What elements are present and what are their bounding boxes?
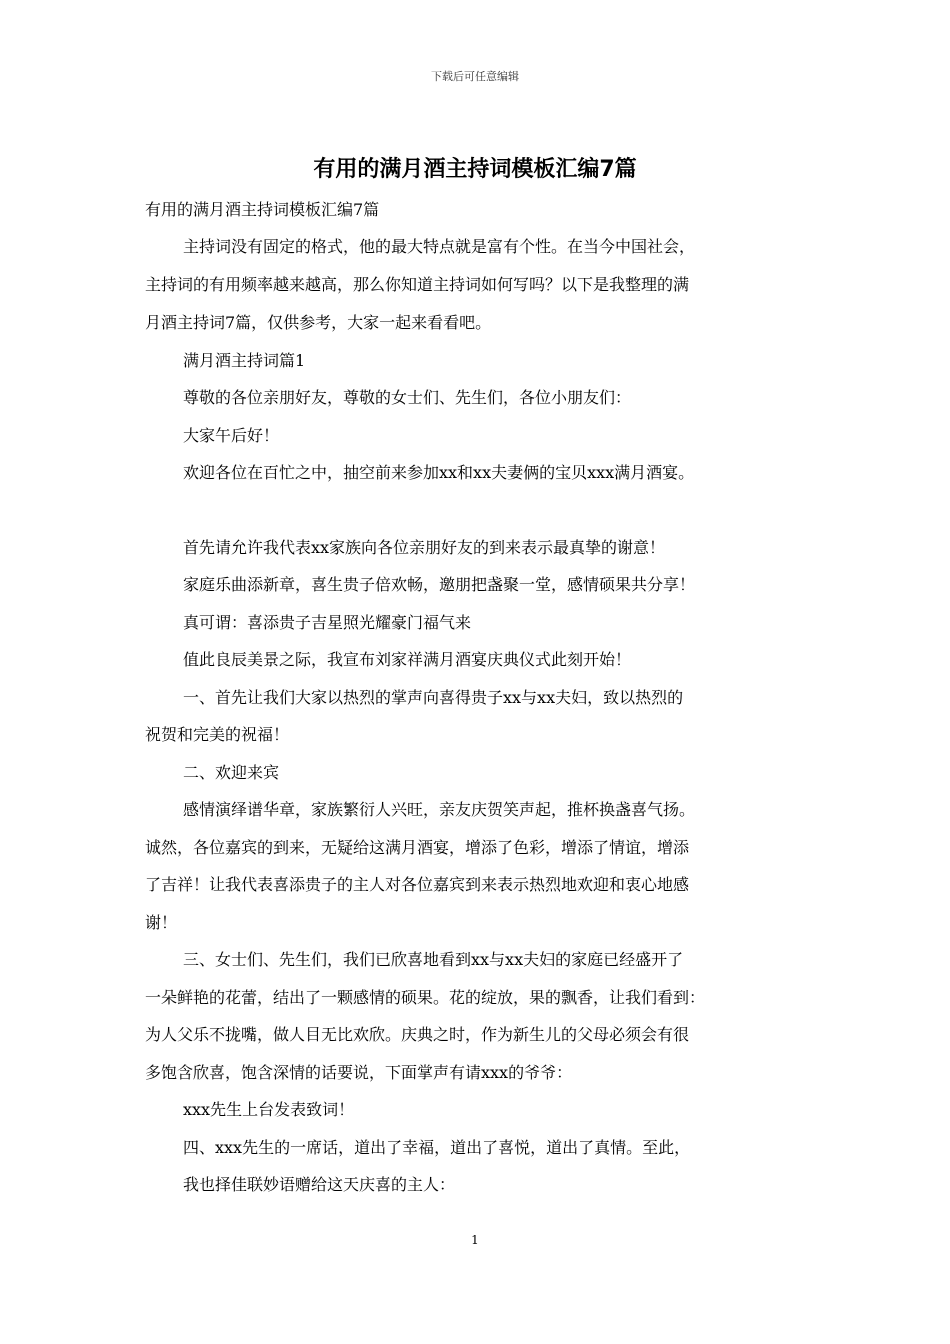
paragraph-line: 家庭乐曲添新章，喜生贵子倍欢畅，邀朋把盏聚一堂，感情硕果共分享！ (183, 575, 696, 594)
paragraph-line: 祝贺和完美的祝福！ (145, 725, 290, 744)
paragraph-line: 真可谓：喜添贵子吉星照光耀豪门福气来 (183, 613, 472, 632)
paragraph-line: 四、xxx先生的一席话，道出了幸福，道出了喜悦，道出了真情。至此， (183, 1138, 691, 1157)
paragraph-line: 有用的满月酒主持词模板汇编7篇 (145, 200, 380, 219)
paragraph-line: 多饱含欣喜，饱含深情的话要说，下面掌声有请xxx的爷爷： (145, 1063, 573, 1082)
paragraph-line: 首先请允许我代表xx家族向各位亲朋好友的到来表示最真挚的谢意！ (183, 538, 666, 557)
page-number: 1 (471, 1233, 479, 1247)
paragraph-line: 诚然，各位嘉宾的到来，无疑给这满月酒宴，增添了色彩，增添了情谊，增添 (145, 838, 690, 857)
paragraph-line: 一、首先让我们大家以热烈的掌声向喜得贵子xx与xx夫妇，致以热烈的 (183, 688, 684, 707)
paragraph-line: 我也择佳联妙语赠给这天庆喜的主人： (183, 1175, 456, 1194)
paragraph-line: 主持词没有固定的格式，他的最大特点就是富有个性。在当今中国社会， (183, 237, 696, 256)
section-heading: 二、欢迎来宾 (183, 763, 280, 782)
paragraph-line: 月酒主持词7篇，仅供参考，大家一起来看看吧。 (145, 313, 492, 332)
paragraph-line: 谢！ (145, 913, 178, 932)
paragraph-line: 欢迎各位在百忙之中，抽空前来参加xx和xx夫妻俩的宝贝xxx满月酒宴。 (183, 463, 695, 482)
paragraph-line: 主持词的有用频率越来越高，那么你知道主持词如何写吗？以下是我整理的满 (145, 275, 690, 294)
paragraph-line: 三、女士们、先生们，我们已欣喜地看到xx与xx夫妇的家庭已经盛开了 (183, 950, 684, 969)
paragraph-line: 为人父乐不拢嘴，做人目无比欢欣。庆典之时，作为新生儿的父母必须会有很 (145, 1025, 690, 1044)
paragraph-line: 大家午后好！ (183, 426, 280, 445)
section-heading: 满月酒主持词篇1 (183, 351, 306, 370)
paragraph-line: 了吉祥！让我代表喜添贵子的主人对各位嘉宾到来表示热烈地欢迎和衷心地感 (145, 875, 690, 894)
paragraph-line: 尊敬的各位亲朋好友，尊敬的女士们、先生们，各位小朋友们： (183, 388, 632, 407)
paragraph-line: xxx先生上台发表致词！ (183, 1100, 355, 1119)
paragraph-line: 值此良辰美景之际，我宣布刘家祥满月酒宴庆典仪式此刻开始！ (183, 650, 632, 669)
document-title: 有用的满月酒主持词模板汇编7篇 (313, 157, 637, 182)
paragraph-line: 感情演绎谱华章，家族繁衍人兴旺，亲友庆贺笑声起，推杯换盏喜气扬。 (183, 800, 696, 819)
header-note: 下载后可任意编辑 (431, 70, 519, 83)
paragraph-line: 一朵鲜艳的花蕾，结出了一颗感情的硕果。花的绽放，果的飘香，让我们看到： (145, 988, 706, 1007)
